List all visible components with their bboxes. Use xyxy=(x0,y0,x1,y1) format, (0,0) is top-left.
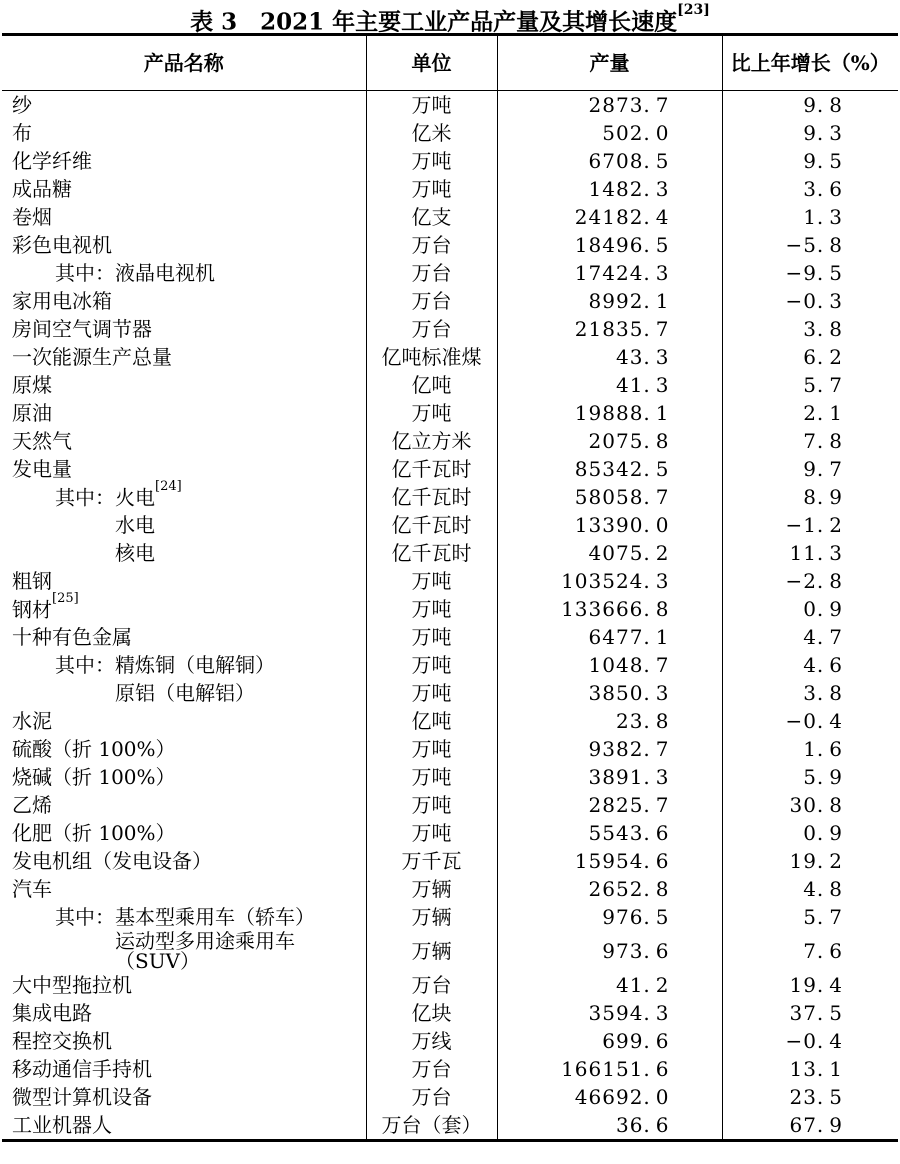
output-value-cell: 6477. 1 xyxy=(497,623,722,651)
table-row xyxy=(2,371,898,399)
product-name-cell xyxy=(2,590,366,623)
product-name: 原煤 xyxy=(12,373,52,397)
unit-cell: 亿米 xyxy=(366,119,497,147)
product-name-cell xyxy=(2,971,366,999)
unit-cell: 万辆 xyxy=(366,931,497,971)
table-row xyxy=(2,903,898,931)
product-name-cell xyxy=(2,315,366,343)
table-row xyxy=(2,1111,898,1141)
table-row xyxy=(2,847,898,875)
unit-cell: 万千瓦 xyxy=(366,847,497,875)
growth-value-cell: 13. 1 xyxy=(789,1057,843,1081)
product-name-cell xyxy=(2,735,366,763)
product-name-cell xyxy=(2,343,366,371)
product-name: 运动型多用途乘用车（SUV） xyxy=(115,929,295,973)
product-name-cell xyxy=(2,455,366,483)
product-name: 硫酸（折 100%） xyxy=(12,737,176,761)
product-name: 其中：基本型乘用车（轿车） xyxy=(55,905,315,929)
table-row xyxy=(2,1027,898,1055)
table-row xyxy=(2,707,898,735)
product-name-cell xyxy=(2,147,366,175)
growth-value-cell: 3. 6 xyxy=(803,177,843,201)
output-value-cell: 58058. 7 xyxy=(497,483,722,511)
header-unit: 单位 xyxy=(366,35,497,91)
header-growth: 比上年增长（%） xyxy=(722,35,898,91)
header-product-name: 产品名称 xyxy=(2,35,366,91)
unit-cell: 万线 xyxy=(366,1027,497,1055)
product-name: 程控交换机 xyxy=(12,1029,112,1053)
unit-cell: 万吨 xyxy=(366,147,497,175)
table-row xyxy=(2,735,898,763)
unit-cell: 万吨 xyxy=(366,91,497,120)
product-name: 天然气 xyxy=(12,429,72,453)
growth-value-cell: 23. 5 xyxy=(789,1085,843,1109)
table-row xyxy=(2,511,898,539)
growth-value-cell: 9. 3 xyxy=(803,121,843,145)
growth-value-cell: 4. 7 xyxy=(803,625,843,649)
output-value-cell: 13390. 0 xyxy=(497,511,722,539)
unit-cell: 万台 xyxy=(366,971,497,999)
product-name: 十种有色金属 xyxy=(12,625,132,649)
growth-value-cell: 67. 9 xyxy=(789,1113,843,1137)
unit-cell: 亿千瓦时 xyxy=(366,483,497,511)
output-value-cell: 3594. 3 xyxy=(497,999,722,1027)
unit-cell: 万台 xyxy=(366,1083,497,1111)
product-name: 其中：精炼铜（电解铜） xyxy=(55,653,275,677)
output-value-cell: 973. 6 xyxy=(497,931,722,971)
table-row xyxy=(2,147,898,175)
table-row xyxy=(2,1083,898,1111)
output-value-cell: 41. 2 xyxy=(497,971,722,999)
table-row xyxy=(2,567,898,595)
output-value-cell: 18496. 5 xyxy=(497,231,722,259)
table-row xyxy=(2,679,898,707)
unit-cell: 万吨 xyxy=(366,735,497,763)
product-name: 核电 xyxy=(115,541,155,565)
output-value-cell: 21835. 7 xyxy=(497,315,722,343)
unit-cell: 万吨 xyxy=(366,651,497,679)
product-name: 发电机组（发电设备） xyxy=(12,849,212,873)
growth-value-cell: −5. 8 xyxy=(785,233,843,257)
growth-value-cell: 4. 6 xyxy=(803,653,843,677)
growth-value-cell: 9. 7 xyxy=(803,457,843,481)
product-name-cell xyxy=(2,999,366,1027)
growth-value-cell: 4. 8 xyxy=(803,877,843,901)
unit-cell: 万台 xyxy=(366,259,497,287)
output-value-cell: 85342. 5 xyxy=(497,455,722,483)
product-name: 卷烟 xyxy=(12,205,52,229)
product-name: 家用电冰箱 xyxy=(12,289,112,313)
unit-cell: 亿吨 xyxy=(366,371,497,399)
output-value-cell: 41. 3 xyxy=(497,371,722,399)
header-output: 产量 xyxy=(497,35,722,91)
table-row xyxy=(2,175,898,203)
growth-value-cell: 7. 8 xyxy=(803,429,843,453)
product-name-cell xyxy=(2,847,366,875)
table-row xyxy=(2,595,898,623)
footnote-ref: [24] xyxy=(155,478,182,494)
output-value-cell: 1048. 7 xyxy=(497,651,722,679)
output-value-cell: 133666. 8 xyxy=(497,595,722,623)
growth-value-cell: 30. 8 xyxy=(789,793,843,817)
table-title-footnote-ref: [23] xyxy=(677,2,710,18)
product-name-cell xyxy=(2,91,366,120)
unit-cell: 万吨 xyxy=(366,763,497,791)
product-name-cell xyxy=(2,1055,366,1083)
table-row xyxy=(2,539,898,567)
growth-value-cell: −0. 3 xyxy=(785,289,843,313)
unit-cell: 万吨 xyxy=(366,399,497,427)
product-name-cell xyxy=(2,1083,366,1111)
growth-value-cell: 9. 8 xyxy=(803,93,843,117)
growth-value-cell: 0. 9 xyxy=(803,821,843,845)
table-row xyxy=(2,651,898,679)
product-name: 化肥（折 100%） xyxy=(12,821,176,845)
product-name-cell xyxy=(2,371,366,399)
table-row xyxy=(2,231,898,259)
product-name-cell xyxy=(2,791,366,819)
table-row xyxy=(2,999,898,1027)
output-value-cell: 9382. 7 xyxy=(497,735,722,763)
table-row xyxy=(2,427,898,455)
unit-cell: 万台（套） xyxy=(366,1111,497,1141)
table-row xyxy=(2,287,898,315)
table-row xyxy=(2,315,898,343)
product-name-cell xyxy=(2,511,366,539)
product-name-cell xyxy=(2,539,366,567)
growth-value-cell: 9. 5 xyxy=(803,149,843,173)
footnote-ref: [25] xyxy=(52,590,79,606)
product-name-cell xyxy=(2,903,366,931)
industrial-products-table xyxy=(2,33,898,1142)
product-name: 原油 xyxy=(12,401,52,425)
product-name-cell xyxy=(2,763,366,791)
output-value-cell: 46692. 0 xyxy=(497,1083,722,1111)
product-name: 微型计算机设备 xyxy=(12,1085,152,1109)
growth-value-cell: 1. 6 xyxy=(803,737,843,761)
output-value-cell: 6708. 5 xyxy=(497,147,722,175)
product-name: 布 xyxy=(12,121,32,145)
growth-value-cell: 11. 3 xyxy=(789,541,843,565)
growth-value-cell: 8. 9 xyxy=(803,485,843,509)
output-value-cell: 5543. 6 xyxy=(497,819,722,847)
product-name: 工业机器人 xyxy=(12,1113,112,1137)
product-name-cell xyxy=(2,119,366,147)
product-name: 汽车 xyxy=(12,877,52,901)
growth-value-cell: −1. 2 xyxy=(785,513,843,537)
unit-cell: 万吨 xyxy=(366,679,497,707)
product-name: 水电 xyxy=(115,513,155,537)
output-value-cell: 8992. 1 xyxy=(497,287,722,315)
output-value-cell: 3891. 3 xyxy=(497,763,722,791)
table-row xyxy=(2,399,898,427)
product-name-cell xyxy=(2,1111,366,1141)
product-name: 化学纤维 xyxy=(12,149,92,173)
growth-value-cell: −0. 4 xyxy=(785,709,843,733)
table-row xyxy=(2,819,898,847)
unit-cell: 亿吨标准煤 xyxy=(366,343,497,371)
output-value-cell: 2825. 7 xyxy=(497,791,722,819)
output-value-cell: 2075. 8 xyxy=(497,427,722,455)
product-name: 一次能源生产总量 xyxy=(12,345,172,369)
product-name-cell xyxy=(2,203,366,231)
output-value-cell: 2652. 8 xyxy=(497,875,722,903)
product-name: 纱 xyxy=(12,93,32,117)
unit-cell: 亿支 xyxy=(366,203,497,231)
product-name: 房间空气调节器 xyxy=(12,317,152,341)
output-value-cell: 976. 5 xyxy=(497,903,722,931)
product-name-cell xyxy=(2,478,366,511)
output-value-cell: 2873. 7 xyxy=(497,91,722,120)
unit-cell: 万吨 xyxy=(366,567,497,595)
product-name-cell xyxy=(2,231,366,259)
output-value-cell: 23. 8 xyxy=(497,707,722,735)
unit-cell: 万吨 xyxy=(366,623,497,651)
unit-cell: 亿千瓦时 xyxy=(366,511,497,539)
product-name: 其中：火电 xyxy=(55,485,155,510)
table-row xyxy=(2,971,898,999)
unit-cell: 万吨 xyxy=(366,791,497,819)
product-name: 原铝（电解铝） xyxy=(115,681,255,705)
product-name: 粗钢 xyxy=(12,569,52,593)
table-row xyxy=(2,343,898,371)
table-row xyxy=(2,875,898,903)
growth-value-cell: 6. 2 xyxy=(803,345,843,369)
growth-value-cell: −0. 4 xyxy=(785,1029,843,1053)
table-row xyxy=(2,455,898,483)
growth-value-cell: 2. 1 xyxy=(803,401,843,425)
table-row xyxy=(2,1055,898,1083)
output-value-cell: 24182. 4 xyxy=(497,203,722,231)
output-value-cell: 17424. 3 xyxy=(497,259,722,287)
product-name-cell xyxy=(2,931,366,971)
growth-value-cell: 3. 8 xyxy=(803,681,843,705)
unit-cell: 万台 xyxy=(366,287,497,315)
product-name: 发电量 xyxy=(12,457,72,481)
unit-cell: 万台 xyxy=(366,1055,497,1083)
product-name-cell xyxy=(2,399,366,427)
product-name-cell xyxy=(2,287,366,315)
table-row xyxy=(2,119,898,147)
product-name-cell xyxy=(2,707,366,735)
output-value-cell: 3850. 3 xyxy=(497,679,722,707)
table-row xyxy=(2,931,898,971)
header-row xyxy=(2,35,898,91)
unit-cell: 亿吨 xyxy=(366,707,497,735)
growth-value-cell: −2. 8 xyxy=(785,569,843,593)
product-name-cell xyxy=(2,875,366,903)
unit-cell: 亿块 xyxy=(366,999,497,1027)
output-value-cell: 502. 0 xyxy=(497,119,722,147)
output-value-cell: 1482. 3 xyxy=(497,175,722,203)
unit-cell: 亿千瓦时 xyxy=(366,539,497,567)
unit-cell: 万辆 xyxy=(366,903,497,931)
output-value-cell: 699. 6 xyxy=(497,1027,722,1055)
product-name-cell xyxy=(2,819,366,847)
growth-value-cell: 5. 9 xyxy=(803,765,843,789)
table-title-text: 表 3 2021 年主要工业产品产量及其增长速度 xyxy=(190,8,678,36)
product-name: 成品糖 xyxy=(12,177,72,201)
product-name: 烧碱（折 100%） xyxy=(12,765,176,789)
table-row xyxy=(2,483,898,511)
growth-value-cell: −9. 5 xyxy=(785,261,843,285)
unit-cell: 亿千瓦时 xyxy=(366,455,497,483)
product-name-cell xyxy=(2,651,366,679)
output-value-cell: 36. 6 xyxy=(497,1111,722,1141)
unit-cell: 万台 xyxy=(366,231,497,259)
product-name-cell xyxy=(2,427,366,455)
product-name-cell xyxy=(2,175,366,203)
output-value-cell: 15954. 6 xyxy=(497,847,722,875)
product-name-cell xyxy=(2,679,366,707)
table-row xyxy=(2,259,898,287)
product-name: 彩色电视机 xyxy=(12,233,112,257)
product-name: 乙烯 xyxy=(12,793,52,817)
output-value-cell: 19888. 1 xyxy=(497,399,722,427)
table-row xyxy=(2,763,898,791)
table-row xyxy=(2,91,898,120)
output-value-cell: 166151. 6 xyxy=(497,1055,722,1083)
product-name: 大中型拖拉机 xyxy=(12,973,132,997)
growth-value-cell: 19. 4 xyxy=(789,973,843,997)
growth-value-cell: 1. 3 xyxy=(803,205,843,229)
growth-value-cell: 7. 6 xyxy=(803,939,843,963)
table-row xyxy=(2,623,898,651)
growth-value-cell: 0. 9 xyxy=(803,597,843,621)
product-name-cell xyxy=(2,1027,366,1055)
unit-cell: 万台 xyxy=(366,315,497,343)
output-value-cell: 103524. 3 xyxy=(497,567,722,595)
product-name: 钢材 xyxy=(12,597,52,622)
product-name-cell xyxy=(2,623,366,651)
unit-cell: 万辆 xyxy=(366,875,497,903)
product-name: 水泥 xyxy=(12,709,52,733)
output-value-cell: 4075. 2 xyxy=(497,539,722,567)
growth-value-cell: 5. 7 xyxy=(803,905,843,929)
growth-value-cell: 3. 8 xyxy=(803,317,843,341)
table-body xyxy=(2,91,898,1141)
unit-cell: 万吨 xyxy=(366,595,497,623)
unit-cell: 万吨 xyxy=(366,175,497,203)
output-value-cell: 43. 3 xyxy=(497,343,722,371)
growth-value-cell: 37. 5 xyxy=(789,1001,843,1025)
product-name: 其中：液晶电视机 xyxy=(55,261,215,285)
product-name: 集成电路 xyxy=(12,1001,92,1025)
unit-cell: 亿立方米 xyxy=(366,427,497,455)
product-name-cell xyxy=(2,259,366,287)
growth-value-cell: 19. 2 xyxy=(789,849,843,873)
table-row xyxy=(2,203,898,231)
product-name: 移动通信手持机 xyxy=(12,1057,152,1081)
table-row xyxy=(2,791,898,819)
growth-value-cell: 5. 7 xyxy=(803,373,843,397)
unit-cell: 万吨 xyxy=(366,819,497,847)
